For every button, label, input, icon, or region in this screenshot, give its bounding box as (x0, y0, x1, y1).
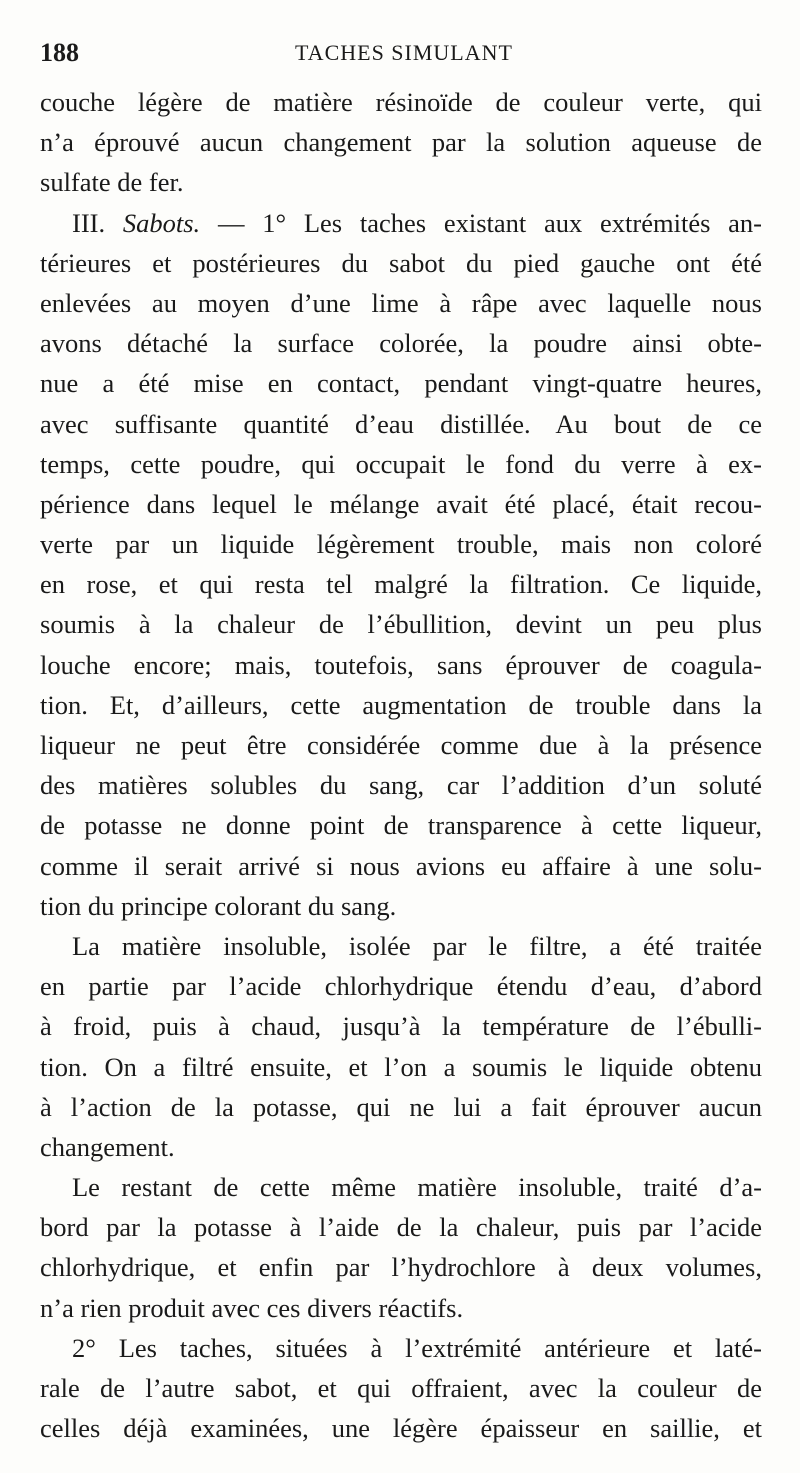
text-line: louche encore; mais, toutefois, sans éprouver de coagula- (40, 649, 762, 680)
text-line: tion. Et, d’ailleurs, cette augmentation de trouble dans la (40, 689, 762, 720)
text-line: rale de l’autre sabot, et qui offraient, avec la couleur de (40, 1373, 762, 1403)
text-line: temps, cette poudre, qui occupait le fond du verre à ex- (40, 448, 762, 479)
body-text (40, 82, 762, 1448)
text-line: n’a éprouvé aucun changement par la solution aqueuse de (40, 127, 762, 158)
running-head: TACHES SIMULANT (295, 40, 513, 65)
text-line: verte par un liquide légèrement trouble, mais non coloré (40, 529, 762, 560)
page-number: 188 (40, 38, 79, 67)
text-line: comme il serait arrivé si nous avions eu affaire à une solu- (40, 850, 762, 881)
text-line: de potasse ne donne point de transparence à cette liqueur, (40, 810, 762, 841)
text-line: avons détaché la surface colorée, la poudre ainsi obte- (40, 328, 762, 359)
text-line: chlorhydrique, et enfin par l’hydrochlore à deux volumes, (40, 1252, 762, 1283)
text-line: soumis à la chaleur de l’ébullition, devint un peu plus (40, 609, 762, 640)
text-line: nue a été mise en contact, pendant vingt-quatre heures, (40, 368, 762, 399)
text-line: en rose, et qui resta tel malgré la filtration. Ce liquide, (40, 569, 762, 600)
text-line: des matières solubles du sang, car l’addition d’un soluté (40, 770, 762, 801)
text-line: III. Sabots. — 1° Les taches existant aux extrémités an- (72, 207, 763, 238)
text-line: en partie par l’acide chlorhydrique étendu d’eau, d’abord (40, 971, 762, 1002)
text-line: 2° Les taches, situées à l’extrémité antérieure et laté- (72, 1332, 762, 1363)
text-line: térieures et postérieures du sabot du pied gauche ont été (40, 247, 762, 278)
text-line: à froid, puis à chaud, jusqu’à la température de l’ébulli- (40, 1011, 762, 1042)
text-line: à l’action de la potasse, qui ne lui a fait éprouver aucun (40, 1091, 762, 1122)
text-line: sulfate de fer. (40, 167, 184, 198)
text-line: Le restant de cette même matière insoluble, traité d’a- (72, 1172, 762, 1203)
text-line: La matière insoluble, isolée par le filtre, a été traitée (72, 930, 762, 961)
page-header (40, 38, 760, 74)
text-line: celles déjà examinées, une légère épaisseur en saillie, et (40, 1413, 762, 1444)
text-line: couche légère de matière résinoïde de couleur verte, qui (40, 87, 762, 117)
text-line: liqueur ne peut être considérée comme due à la présence (40, 730, 762, 760)
text-line: n’a rien produit avec ces divers réactifs. (40, 1292, 464, 1323)
text-line: changement. (40, 1131, 175, 1162)
text-line: enlevées au moyen d’une lime à râpe avec laquelle nous (40, 287, 762, 318)
text-line: avec suffisante quantité d’eau distillée. Au bout de ce (40, 408, 762, 439)
text-line: périence dans lequel le mélange avait été placé, était recou- (40, 488, 762, 519)
text-line: tion du principe colorant du sang. (40, 890, 397, 921)
text-line: bord par la potasse à l’aide de la chaleur, puis par l’acide (40, 1212, 762, 1243)
text-line: tion. On a filtré ensuite, et l’on a soumis le liquide obtenu (40, 1051, 762, 1082)
